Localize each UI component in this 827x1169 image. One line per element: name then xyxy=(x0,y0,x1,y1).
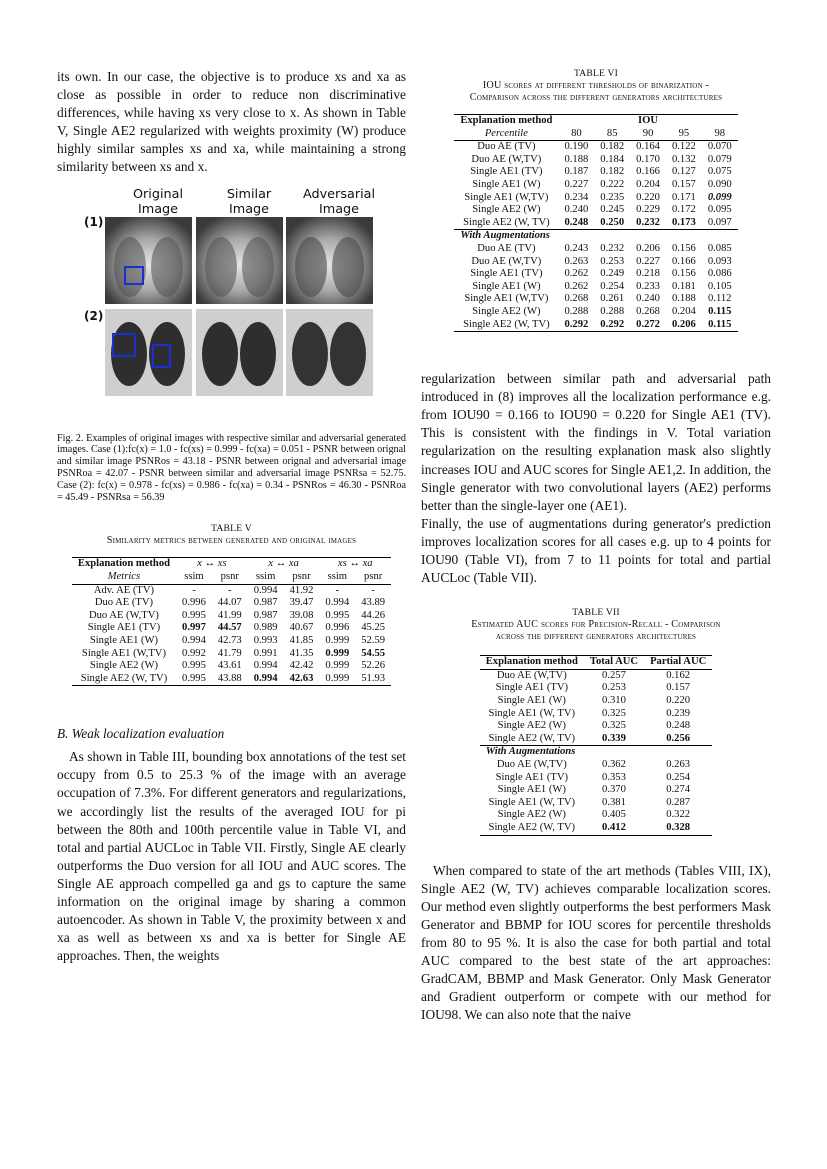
table-cell: 0.222 xyxy=(600,178,625,190)
table-cell: 0.220 xyxy=(636,191,660,203)
table-cell: 0.995 xyxy=(182,609,206,621)
t6-head-method: Explanation method xyxy=(460,115,553,126)
table6-number: TABLE VI xyxy=(573,68,619,79)
table-cell: 0.235 xyxy=(600,191,625,203)
row-label: Adv. AE (TV) xyxy=(93,584,155,596)
row-label: Single AE1 (TV) xyxy=(470,268,543,280)
table-cell: 0.243 xyxy=(564,242,589,254)
t5-head-psnr: psnr xyxy=(364,570,383,582)
row-label: Single AE2 (W, TV) xyxy=(488,821,576,833)
row-label: Single AE2 (W) xyxy=(472,204,541,216)
table-cell: 0.250 xyxy=(600,216,625,228)
table-cell: 43.89 xyxy=(361,597,386,609)
table6-body xyxy=(454,141,737,230)
row-label: Single AE2 (W) xyxy=(472,305,541,317)
fig-row-label-2: (2) xyxy=(84,308,104,323)
row-label: Single AE1 (W,TV) xyxy=(464,191,549,203)
table-cell: 0.996 xyxy=(325,622,350,634)
table-cell: 0.994 xyxy=(253,660,278,672)
xray-adversarial-2 xyxy=(286,309,373,396)
table-cell: 52.26 xyxy=(361,660,386,672)
table-row xyxy=(454,179,737,192)
row-label: Single AE1 (TV) xyxy=(470,166,543,178)
table6-aug-body xyxy=(454,243,737,332)
left-column xyxy=(57,68,406,965)
row-label: Single AE2 (W, TV) xyxy=(488,732,576,744)
table-cell: 0.272 xyxy=(636,318,660,330)
table-cell: 0.182 xyxy=(600,141,625,153)
table-cell: 0.115 xyxy=(708,305,732,317)
right-paragraph-2: Finally, the use of augmentations during generator's prediction improves localization scores for all cases e.g. up to 4 points for IOU90 (Table VI), from 7 to 11 points for total and partial AUCLoc (Table VII). xyxy=(421,515,771,586)
t6-head-percentile: Percentile xyxy=(484,127,528,139)
table-cell: 0.240 xyxy=(564,204,589,216)
table-row xyxy=(454,217,737,230)
table-cell: 0.995 xyxy=(325,609,350,621)
table-cell: 0.994 xyxy=(253,584,278,596)
table5-title: Similarity metrics between generated and original images xyxy=(106,535,357,547)
table-cell: 0.093 xyxy=(707,255,732,267)
table-row xyxy=(72,622,391,635)
table-cell: 0.227 xyxy=(564,178,589,190)
table-cell: 0.234 xyxy=(564,191,589,203)
fig-header-similar: Similar Image xyxy=(226,186,272,217)
table-row xyxy=(72,660,391,673)
table6 xyxy=(454,114,737,332)
table-cell: 0.184 xyxy=(600,153,625,165)
row-label: Single AE1 (W) xyxy=(497,695,566,706)
table-cell: 0.188 xyxy=(671,293,696,305)
xray-similar-2 xyxy=(196,309,283,396)
row-label: Single AE1 (W) xyxy=(472,178,541,190)
t5-head-xs-xa: xs ↔ xa xyxy=(337,558,373,570)
table-cell: 0.070 xyxy=(707,141,732,153)
table-cell: 0.164 xyxy=(636,141,660,153)
table-cell: - xyxy=(335,584,340,596)
left-body-paragraph: As shown in Table III, bounding box annotations of the test set occupy from 0.5 to 25.3 % of the image with an average occupation of 7.3%. For different generators and regularizations, we accordingly list the results of the averaged IOU for pi between the 80th and 100th percentile value in Table VI, and total and partial AUCLoc in Table VII. Firstly, Single AE clearly outperforms the Duo version for all IOU and AUC scores. The Single AE approach compelled ga and gs to capture the same information on the original image by sharing a common autoencoder. As shown in Table V, the proximity between x and xa as well as between xs and xa is better for Single AE approaches. Then, the weights xyxy=(57,749,406,964)
t7-head-total: Total AUC xyxy=(589,656,639,668)
table-cell: 0.999 xyxy=(325,647,350,659)
table-row xyxy=(72,635,391,648)
table-cell: 0.182 xyxy=(600,166,625,178)
table-cell: 0.999 xyxy=(325,660,350,672)
table-row xyxy=(480,809,713,822)
row-label: Duo AE (TV) xyxy=(94,597,154,609)
table6-caption xyxy=(421,68,771,104)
table-row xyxy=(454,319,737,332)
table-row xyxy=(72,610,391,623)
table-cell: 0.381 xyxy=(602,796,626,808)
row-label: Single AE1 (TV) xyxy=(495,682,568,694)
row-label: Duo AE (W,TV) xyxy=(496,669,567,681)
table-cell: - xyxy=(192,584,196,596)
table-cell: 0.995 xyxy=(182,672,206,684)
row-label: Duo AE (W,TV) xyxy=(471,153,542,165)
table-cell: 39.08 xyxy=(289,609,314,621)
table-cell: 0.987 xyxy=(253,609,278,621)
table-row xyxy=(72,648,391,661)
table-cell: 0.339 xyxy=(602,732,626,744)
table-row xyxy=(480,759,713,772)
table-cell: 41.99 xyxy=(217,609,242,621)
table-cell: 0.233 xyxy=(636,280,660,292)
xray-adversarial-1 xyxy=(286,217,373,304)
table-cell: 0.288 xyxy=(600,305,625,317)
table-cell: 41.35 xyxy=(289,647,314,659)
t5-head-psnr: psnr xyxy=(292,570,311,582)
t7-aug-label: With Augmentations xyxy=(485,746,576,758)
table-row xyxy=(480,797,713,810)
right-paragraph-3: When compared to state of the art methods (Tables VIII, IX), Single AE2 (W, TV) achieves comparable localization scores. Our method even slightly outperforms the best performers Mask Generator and BBMP for IOU scores for percentile thresholds from 80 to 95 %. It is also the case for both partial and total AUC compared to the best state of the art approaches: GradCAM, BBMP and Mask Generator. Only Mask Generator and Gradient outperform or compete with our method for IOU98. We can also note that the naive xyxy=(421,862,771,1023)
table-cell: 0.253 xyxy=(600,255,625,267)
table-row xyxy=(454,166,737,179)
table-row xyxy=(454,141,737,154)
table-row xyxy=(454,154,737,167)
table5 xyxy=(72,557,391,686)
table-cell: 0.262 xyxy=(564,268,589,280)
figure-2 xyxy=(57,187,406,427)
table-cell: 0.249 xyxy=(600,268,625,280)
table-cell: 0.220 xyxy=(666,695,691,706)
t6-head-p98: 98 xyxy=(714,127,726,139)
table-cell: 0.995 xyxy=(182,660,206,672)
table-cell: 0.075 xyxy=(707,166,732,178)
fig-row-label-1: (1) xyxy=(84,214,104,229)
table-cell: 52.59 xyxy=(361,634,386,646)
t5-head-ssim: ssim xyxy=(255,570,276,582)
table-row xyxy=(480,720,713,733)
table-cell: 0.105 xyxy=(707,280,732,292)
t7-head-partial: Partial AUC xyxy=(650,656,707,668)
table-row xyxy=(454,293,737,306)
table-cell: 0.991 xyxy=(253,647,278,659)
table-cell: 0.288 xyxy=(564,305,589,317)
row-label: Single AE1 (W, TV) xyxy=(488,707,576,719)
table-cell: 0.268 xyxy=(564,293,589,305)
table-cell: 0.206 xyxy=(671,318,696,330)
fig-header-adversarial: Adversarial Image xyxy=(302,186,376,217)
table6-title-line1: IOU scores at different thresholds of binarization - xyxy=(482,80,710,91)
t6-head-p85: 85 xyxy=(606,127,618,139)
table-row xyxy=(72,597,391,610)
table-cell: - xyxy=(371,584,375,596)
table-cell: 0.115 xyxy=(708,318,732,330)
table5-number: TABLE V xyxy=(211,523,252,535)
section-title: B. Weak localization evaluation xyxy=(57,726,225,742)
table-cell: 41.92 xyxy=(289,584,314,596)
table-cell: 0.232 xyxy=(636,216,660,228)
table7-aug-body xyxy=(480,759,713,835)
table-cell: 0.261 xyxy=(600,293,625,305)
table-cell: 0.112 xyxy=(708,293,732,305)
table7-title-line1: Estimated AUC scores for Precision-Recall - Comparison xyxy=(471,619,721,631)
table-cell: 40.67 xyxy=(289,622,314,634)
t6-head-p90: 90 xyxy=(642,127,654,139)
table-cell: 0.287 xyxy=(666,796,691,808)
table-cell: 43.88 xyxy=(217,672,242,684)
table-cell: 0.171 xyxy=(671,191,696,203)
t5-head-ssim: ssim xyxy=(327,570,348,582)
table-cell: 0.157 xyxy=(671,178,696,190)
table7-title-line2: across the different generators architectures xyxy=(495,631,697,643)
table-cell: 0.370 xyxy=(602,784,626,796)
xray-similar-1 xyxy=(196,217,283,304)
table-cell: 0.188 xyxy=(564,153,589,165)
table-cell: 0.310 xyxy=(602,695,626,706)
table-cell: 51.93 xyxy=(361,672,386,684)
table-cell: 0.263 xyxy=(564,255,589,267)
table-cell: 0.173 xyxy=(671,216,696,228)
table-cell: - xyxy=(228,584,232,596)
row-label: Single AE1 (W) xyxy=(472,280,541,292)
table-cell: 39.47 xyxy=(289,597,314,609)
table-row xyxy=(480,682,713,695)
table-cell: 0.993 xyxy=(253,634,278,646)
table-cell: 0.086 xyxy=(707,268,732,280)
table-cell: 0.412 xyxy=(602,821,626,833)
table-cell: 0.085 xyxy=(707,242,732,254)
row-label: Single AE2 (W, TV) xyxy=(463,216,550,228)
table-cell: 0.170 xyxy=(636,153,660,165)
table-cell: 0.240 xyxy=(636,293,660,305)
table-cell: 0.994 xyxy=(182,634,206,646)
table-cell: 0.190 xyxy=(564,141,589,153)
table-cell: 0.989 xyxy=(253,622,278,634)
table-cell: 0.248 xyxy=(564,216,589,228)
t5-head-x-xs: x ↔ xs xyxy=(197,558,227,570)
table-cell: 0.254 xyxy=(600,280,625,292)
t5-head-metrics: Metrics xyxy=(107,570,141,582)
table-cell: 0.227 xyxy=(636,255,660,267)
table-cell: 0.204 xyxy=(671,305,696,317)
table-cell: 0.325 xyxy=(602,720,626,732)
table-cell: 42.42 xyxy=(289,660,314,672)
table-cell: 44.26 xyxy=(361,609,386,621)
table-cell: 0.292 xyxy=(564,318,589,330)
t6-head-p80: 80 xyxy=(571,127,582,139)
row-label: Single AE1 (W) xyxy=(89,634,159,646)
table-row xyxy=(480,784,713,797)
table-cell: 0.263 xyxy=(666,758,691,770)
table-cell: 0.090 xyxy=(707,178,732,190)
row-label: Single AE2 (W) xyxy=(89,660,159,672)
table-cell: 0.127 xyxy=(671,166,696,178)
row-label: Single AE2 (W) xyxy=(497,720,566,732)
table7-caption xyxy=(421,607,771,643)
table-cell: 44.07 xyxy=(217,597,242,609)
table-cell: 0.166 xyxy=(671,255,696,267)
row-label: Single AE2 (W, TV) xyxy=(80,672,168,684)
table-cell: 0.292 xyxy=(600,318,625,330)
table-row xyxy=(454,243,737,256)
table-cell: 45.25 xyxy=(361,622,386,634)
table-cell: 0.095 xyxy=(707,204,732,216)
xray-original-2 xyxy=(105,309,192,396)
table-cell: 0.181 xyxy=(671,280,696,292)
table-row xyxy=(454,204,737,217)
t5-head-ssim: ssim xyxy=(184,570,204,582)
figure-2-caption: Fig. 2. Examples of original images with respective similar and adversarial generated images. Case (1):fc(x) = 1.0 - fc(xs) = 0.999 - fc(xa) = 0.051 - PSNR between orignal and similar image PSNRos = 43.18 - PSNR between orignal and adversarial image PSNRoa = 42.07 - PSNR between similar and adversarial image PSNRsa = 52.75. Case (2): fc(x) = 0.978 - fc(xs) = 0.986 - fc(xa) = 0.34 - PSNRos = 46.30 - PSNRoa = 45.49 - PSNRsa = 56.39 xyxy=(57,432,406,503)
table-cell: 0.322 xyxy=(666,809,691,821)
table-cell: 0.079 xyxy=(707,153,732,165)
row-label: Single AE1 (TV) xyxy=(87,622,161,634)
table-cell: 0.157 xyxy=(666,682,691,694)
right-paragraph-1: regularization between similar path and adversarial path introduced in (8) improves all the localization performance e.g. from IOU90 = 0.166 to IOU90 = 0.220 for Single AE1 (TV). This is consistent with the findings in V. Total variation regularization on the resulting explanation mask also slightly increases IOU and AUC scores for Single AE1,2. In addition, the Single generator with two convolutional layers (AE2) performs better than the single-layer one (AE1). xyxy=(421,371,771,513)
table-cell: 0.156 xyxy=(671,242,696,254)
table-cell: 0.274 xyxy=(666,784,691,796)
table-cell: 0.353 xyxy=(602,771,626,783)
table-row xyxy=(454,268,737,281)
table-cell: 0.187 xyxy=(564,166,589,178)
t7-head-method: Explanation method xyxy=(485,656,578,668)
table-cell: 44.57 xyxy=(217,622,242,634)
table-cell: 0.405 xyxy=(602,809,626,821)
table7-body xyxy=(480,669,713,746)
table-cell: 0.204 xyxy=(636,178,660,190)
table-cell: 0.099 xyxy=(707,191,732,203)
table-row xyxy=(454,192,737,205)
t5-head-method: Explanation method xyxy=(77,558,171,570)
table-cell: 42.73 xyxy=(217,634,242,646)
table-cell: 0.996 xyxy=(182,597,206,609)
table-cell: 0.245 xyxy=(600,204,625,216)
table-cell: 0.992 xyxy=(182,647,206,659)
table-row xyxy=(480,669,713,682)
table-row xyxy=(480,772,713,785)
row-label: Duo AE (W,TV) xyxy=(88,609,159,621)
right-column xyxy=(421,68,771,1024)
row-label: Duo AE (W,TV) xyxy=(496,758,567,770)
row-label: Single AE1 (W) xyxy=(497,784,566,796)
table-row xyxy=(480,708,713,721)
table5-caption xyxy=(57,523,406,547)
table-row xyxy=(454,306,737,319)
table-row xyxy=(480,695,713,708)
row-label: Single AE1 (W,TV) xyxy=(464,293,549,305)
table-cell: 43.61 xyxy=(217,660,242,672)
table-cell: 0.999 xyxy=(325,634,350,646)
table7 xyxy=(480,655,713,835)
t6-aug-label: With Augmentations xyxy=(460,230,550,242)
table-cell: 54.55 xyxy=(361,647,386,659)
table-cell: 0.253 xyxy=(602,682,626,694)
table-cell: 0.162 xyxy=(666,669,691,681)
table-cell: 41.85 xyxy=(289,634,314,646)
t5-head-psnr: psnr xyxy=(220,570,239,582)
table5-body xyxy=(72,584,391,686)
table-cell: 0.325 xyxy=(602,707,626,719)
t6-head-p95: 95 xyxy=(678,127,690,139)
table-cell: 0.232 xyxy=(600,242,625,254)
left-intro-paragraph: its own. In our case, the objective is to produce xs and xa as close as possible in order to reduce non discriminative differences, while having xs very close to x. As shown in Table V, Single AE2 regularized with weights proximity (W) produce highly similar samples xs and xa, while maintaining a strong similarity between xs and x. xyxy=(57,69,406,175)
table-cell: 0.097 xyxy=(707,216,732,228)
table-cell: 0.256 xyxy=(666,732,691,744)
row-label: Single AE1 (W, TV) xyxy=(488,796,576,808)
table-cell: 0.268 xyxy=(636,305,660,317)
table-cell: 0.206 xyxy=(636,242,660,254)
table-cell: 0.994 xyxy=(253,672,278,684)
table-cell: 0.999 xyxy=(325,672,350,684)
table-cell: 0.997 xyxy=(182,622,206,634)
row-label: Single AE1 (W,TV) xyxy=(81,647,166,659)
table-row xyxy=(480,822,713,835)
table-row xyxy=(480,733,713,746)
table-row xyxy=(454,256,737,269)
table-cell: 41.79 xyxy=(217,647,242,659)
row-label: Single AE2 (W) xyxy=(497,809,566,821)
table-row xyxy=(454,281,737,294)
table-cell: 0.122 xyxy=(671,141,696,153)
table7-number: TABLE VII xyxy=(572,607,620,619)
table-cell: 42.63 xyxy=(289,672,314,684)
fig-header-original: Original Image xyxy=(132,186,184,217)
table-cell: 0.257 xyxy=(602,669,626,681)
table-cell: 0.248 xyxy=(666,720,691,732)
table-cell: 0.328 xyxy=(666,821,691,833)
table-row xyxy=(72,584,391,597)
table-cell: 0.254 xyxy=(666,771,691,783)
table-cell: 0.229 xyxy=(636,204,660,216)
table-row xyxy=(72,673,391,686)
row-label: Single AE1 (TV) xyxy=(495,771,568,783)
row-label: Duo AE (TV) xyxy=(477,242,536,254)
table6-title-line2: Comparison across the different generators architectures xyxy=(469,92,723,103)
t6-head-iou: IOU xyxy=(638,115,659,126)
table-cell: 0.156 xyxy=(671,268,696,280)
row-label: Duo AE (W,TV) xyxy=(471,255,542,267)
table-cell: 0.994 xyxy=(325,597,350,609)
table-cell: 0.987 xyxy=(253,597,278,609)
row-label: Single AE2 (W, TV) xyxy=(463,318,550,330)
row-label: Duo AE (TV) xyxy=(477,141,536,153)
table-cell: 0.166 xyxy=(636,166,660,178)
table-cell: 0.172 xyxy=(671,204,696,216)
table-cell: 0.239 xyxy=(666,707,691,719)
table-cell: 0.362 xyxy=(602,758,626,770)
t5-head-x-xa: x ↔ xa xyxy=(268,558,299,570)
table-cell: 0.262 xyxy=(564,280,589,292)
table-cell: 0.218 xyxy=(636,268,660,280)
table-cell: 0.132 xyxy=(671,153,696,165)
xray-original-1 xyxy=(105,217,192,304)
